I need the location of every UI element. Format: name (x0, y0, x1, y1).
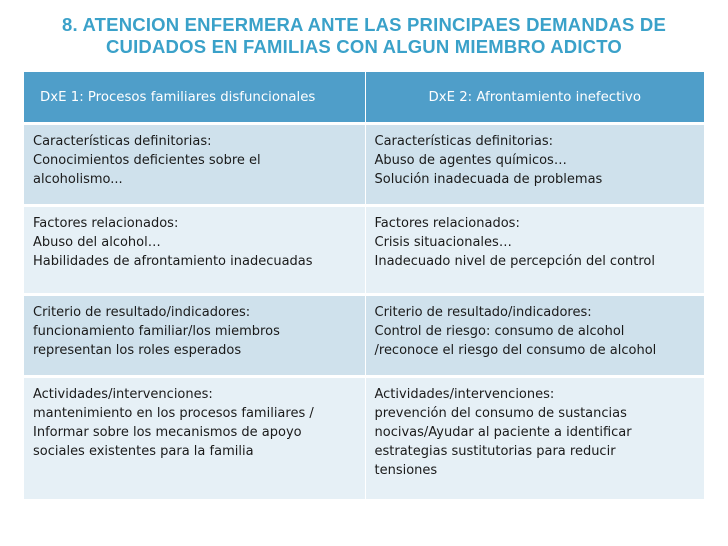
table-header-row (24, 72, 704, 124)
cell-dxe-1-criterio (24, 295, 365, 377)
cell-line: Abuso de agentes químicos… (374, 153, 567, 168)
cell-line: mantenimiento en los procesos familiares / (33, 406, 314, 421)
cell-line: Actividades/intervenciones: (374, 387, 555, 402)
cell-line: Abuso del alcohol… (33, 235, 161, 250)
cell-dxe-2-criterio (365, 295, 704, 377)
cell-line: Criterio de resultado/indicadores: (374, 305, 592, 320)
cell-line: Factores relacionados: (33, 216, 179, 231)
cell-line: alcoholismo... (33, 172, 123, 187)
cell-line: Habilidades de afrontamiento inadecuadas (33, 254, 313, 269)
cell-dxe-2-factores (365, 206, 704, 295)
cell-line: Informar sobre los mecanismos de apoyo (33, 425, 302, 440)
cell-line: tensiones (374, 463, 438, 478)
cell-line: estrategias sustitutorias para reducir (374, 444, 616, 459)
cell-dxe-2-caracteristicas (365, 124, 704, 206)
cell-dxe-2-actividades (365, 377, 704, 500)
slide-title-line-2: CUIDADOS EN FAMILIAS CON ALGUN MIEMBRO ADICTO (105, 36, 623, 57)
cell-line: representan los roles esperados (33, 343, 242, 358)
cell-line: Actividades/intervenciones: (33, 387, 213, 402)
table-row-factores (24, 206, 704, 295)
cell-dxe-1-factores (24, 206, 365, 295)
cell-line: /reconoce el riesgo del consumo de alcohol (374, 343, 657, 358)
table-row-caracteristicas (24, 124, 704, 206)
cell-line: Control de riesgo: consumo de alcohol (374, 324, 625, 339)
cell-line: Criterio de resultado/indicadores: (33, 305, 251, 320)
diagnosis-table (24, 72, 704, 499)
cell-line: Inadecuado nivel de percepción del control (374, 254, 655, 269)
cell-line: Factores relacionados: (374, 216, 520, 231)
cell-line: funcionamiento familiar/los miembros (33, 324, 280, 339)
cell-line: Crisis situacionales… (374, 235, 512, 250)
table-row-criterio (24, 295, 704, 377)
slide-title-line-1: 8. ATENCION ENFERMERA ANTE LAS PRINCIPAES DEMANDAS DE (61, 14, 666, 35)
header-dxe-1: DxE 1: Procesos familiares disfuncionales (24, 72, 365, 124)
cell-line: Características definitorias: (33, 134, 212, 149)
cell-line: nocivas/Ayudar al paciente a identificar (374, 425, 632, 440)
table-row-actividades (24, 377, 704, 500)
cell-dxe-1-actividades (24, 377, 365, 500)
cell-line: prevención del consumo de sustancias (374, 406, 627, 421)
cell-dxe-1-caracteristicas (24, 124, 365, 206)
cell-line: Solución inadecuada de problemas (374, 172, 603, 187)
header-dxe-2: DxE 2: Afrontamiento inefectivo (365, 72, 704, 124)
cell-line: sociales existentes para la familia (33, 444, 254, 459)
cell-line: Conocimientos deficientes sobre el (33, 153, 261, 168)
cell-line: Características definitorias: (374, 134, 553, 149)
slide-title (0, 14, 728, 58)
